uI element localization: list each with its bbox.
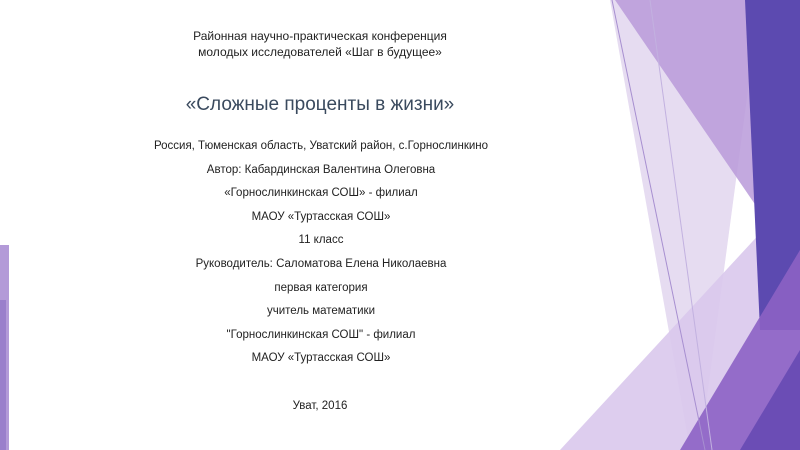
conference-header xyxy=(120,28,520,60)
slide-title: «Сложные проценты в жизни» xyxy=(185,94,455,115)
school-main-line: МАОУ «Туртасская СОШ» xyxy=(251,210,391,223)
conference-line-1: Районная научно-практическая конференция xyxy=(193,29,447,43)
supervisor-school-main-line: МАОУ «Туртасская СОШ» xyxy=(251,352,391,365)
author-line: Автор: Кабардинская Валентина Олеговна xyxy=(206,163,436,176)
supervisor-school-branch-line: "Горнослинкинская СОШ" - филиал xyxy=(226,328,416,341)
supervisor-line: Руководитель: Саломатова Елена Николаевна xyxy=(195,257,447,270)
place-and-year: Уват, 2016 xyxy=(292,400,348,412)
category-line: первая категория xyxy=(274,281,368,294)
grade-line: 11 класс xyxy=(298,234,344,247)
position-line: учитель математики xyxy=(267,305,375,318)
conference-line-2: молодых исследователей «Шаг в будущее» xyxy=(198,45,442,59)
location-line: Россия, Тюменская область, Уватский район, с.Горнослинкино xyxy=(153,140,489,152)
author-details xyxy=(90,138,552,374)
school-branch-line: «Горнослинкинская СОШ» - филиал xyxy=(224,187,418,200)
